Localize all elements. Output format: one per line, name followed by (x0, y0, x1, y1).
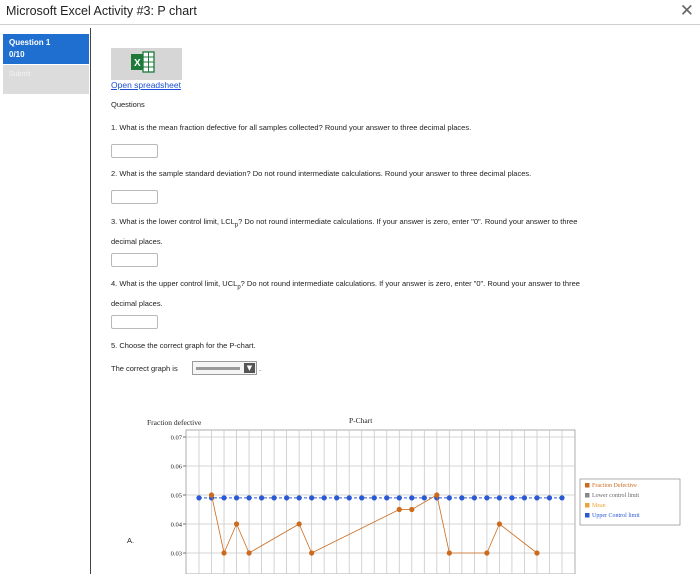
fraction-point (434, 492, 439, 497)
ucl-point (397, 495, 402, 500)
ucl-point (559, 495, 564, 500)
ucl-point (246, 495, 251, 500)
ytick-label: 0.04 (170, 521, 182, 529)
ucl-point (272, 495, 277, 500)
ucl-point (221, 495, 226, 500)
fraction-point (297, 521, 302, 526)
question-3-line2: decimal places. (111, 236, 163, 246)
ucl-point (472, 495, 477, 500)
ucl-point (347, 495, 352, 500)
fraction-point (221, 550, 226, 555)
fraction-segment (224, 524, 237, 553)
select-period: . (259, 364, 262, 373)
ucl-point (422, 495, 427, 500)
correct-graph-label: The correct graph is (111, 364, 178, 373)
question-4-line2: decimal places. (111, 298, 163, 308)
ytick-label: 0.07 (170, 434, 182, 442)
fraction-segment (237, 524, 250, 553)
ytick-label: 0.05 (170, 492, 182, 500)
ucl-point (284, 495, 289, 500)
ytick-label: 0.03 (170, 550, 182, 558)
ucl-point (459, 495, 464, 500)
ucl-point (547, 495, 552, 500)
ucl-point (359, 495, 364, 500)
question-4-line1: 4. What is the upper control limit, UCL (111, 279, 238, 288)
question-3-line1: 3. What is the lower control limit, LCL (111, 217, 235, 226)
fraction-point (447, 550, 452, 555)
fraction-segment (299, 524, 312, 553)
chart-title: P-Chart (349, 416, 373, 425)
ytick-label: 0.06 (170, 463, 182, 471)
fraction-segment (312, 510, 400, 554)
fraction-point (497, 521, 502, 526)
question-3-sub: p (234, 222, 239, 229)
question-4-line1-end: ? Do not round intermediate calculations. If your answer is zero, enter "0". Round your answer to three (240, 279, 580, 288)
question-1-text: 1. What is the mean fraction defective for all samples collected? Round your answer to three decimal places. (111, 123, 472, 132)
ucl-point (484, 495, 489, 500)
legend-swatch (585, 493, 590, 498)
open-spreadsheet-link[interactable]: Open spreadsheet (111, 80, 181, 90)
ucl-point (259, 495, 264, 500)
fraction-point (409, 507, 414, 512)
fraction-point (246, 550, 251, 555)
ucl-point (447, 495, 452, 500)
fraction-point (309, 550, 314, 555)
ucl-point (334, 495, 339, 500)
chart-legend (580, 479, 680, 525)
close-icon[interactable]: ✕ (679, 1, 694, 21)
chart-yticks (171, 435, 186, 558)
legend-label: Fraction Defective (592, 483, 637, 489)
ucl-point (509, 495, 514, 500)
chevron-down-icon[interactable]: ▼ (244, 363, 255, 373)
question-5-text: 5. Choose the correct graph for the P-chart. (111, 341, 256, 350)
fraction-segment (499, 524, 537, 553)
question-3-line1-end: ? Do not round intermediate calculations. If your answer is zero, enter "0". Round your answer to three (238, 217, 578, 226)
ucl-point (522, 495, 527, 500)
question-4-sub: p (237, 284, 241, 291)
submit-label: Submit (9, 71, 31, 78)
chart-frame (186, 430, 575, 574)
fraction-point (534, 550, 539, 555)
fraction-segment (487, 524, 500, 553)
legend-swatch (585, 483, 590, 488)
ucl-point (297, 495, 302, 500)
legend-label: Mean (592, 503, 606, 509)
ucl-point (309, 495, 314, 500)
question-2-text: 2. What is the sample standard deviation? Do not round intermediate calculations. Round your answer to three decimal places. (111, 169, 532, 178)
ucl-point (534, 495, 539, 500)
fraction-point (209, 492, 214, 497)
legend-swatch (585, 513, 590, 518)
question-label: Question 1 (9, 38, 51, 47)
ucl-point (322, 495, 327, 500)
legend-label: Lower control limit (592, 493, 639, 499)
ucl-point (234, 495, 239, 500)
ucl-point (497, 495, 502, 500)
fraction-point (397, 507, 402, 512)
ucl-point (372, 495, 377, 500)
ucl-point (409, 495, 414, 500)
svg-text:X: X (134, 58, 141, 69)
ucl-point (196, 495, 201, 500)
chart-grid (186, 430, 575, 574)
question-score: 0/10 (9, 50, 25, 59)
legend-swatch (585, 503, 590, 508)
option-a-label: A. (127, 536, 135, 545)
fraction-point (234, 521, 239, 526)
legend-label: Upper Control limit (592, 513, 640, 519)
chart-ylabel: Fraction defective (147, 418, 202, 427)
questions-heading: Questions (111, 100, 145, 109)
ucl-point (384, 495, 389, 500)
fraction-point (484, 550, 489, 555)
window-title: Microsoft Excel Activity #3: P chart (6, 4, 197, 18)
